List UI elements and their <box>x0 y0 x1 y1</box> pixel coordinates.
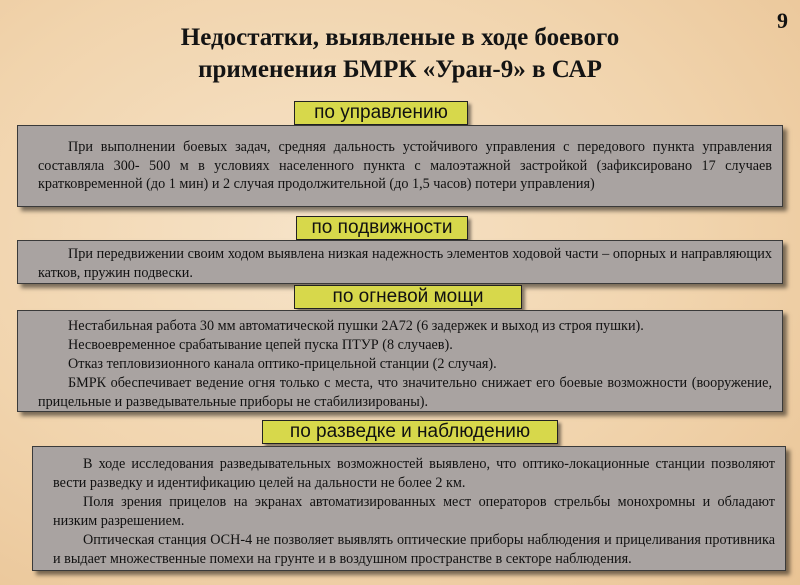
paragraph: При передвижении своим ходом выявлена низкая надежность элементов ходовой части – опорных и направляющих катков, пружин подвески. <box>38 246 772 281</box>
paragraph: Поля зрения прицелов на экранах автоматизированных мест операторов стрельбы монохромны и обладают низким разрешением. <box>53 494 775 529</box>
paragraph: Отказ тепловизионного канала оптико-прицельной станции (2 случая). <box>68 356 497 372</box>
paragraph: В ходе исследования разведывательных возможностей выявлено, что оптико-локационные станции позволяют вести разведку и идентификацию целей на дальности не более 2 км. <box>53 456 775 491</box>
title-line-2: применения БМРК «Уран-9» в САР <box>198 56 602 83</box>
section-panel-control <box>17 125 783 207</box>
paragraph: Несвоевременное срабатывание цепей пуска ПТУР (8 случаев). <box>68 337 453 353</box>
section-panel-firepower <box>17 310 783 412</box>
paragraph: БМРК обеспечивает ведение огня только с места, что значительно снижает его боевые возможности (вооружение, прицельные и разведывательные приборы не стабилизированы). <box>38 375 772 410</box>
section-panel-reconnaissance <box>32 446 786 571</box>
paragraph: Нестабильная работа 30 мм автоматической пушки 2А72 (6 задержек и выход из строя пушки). <box>68 318 644 334</box>
section-label-firepower: по огневой мощи <box>294 285 522 309</box>
paragraph: Оптическая станция ОСН-4 не позволяет выявлять оптические приборы наблюдения и прицеливания противника и выдает множественные помехи на грунте и в воздушном пространстве в секторе наблюдения. <box>53 532 775 567</box>
section-label-control: по управлению <box>294 101 468 125</box>
page-number: 9 <box>777 8 788 33</box>
section-panel-mobility <box>17 240 783 284</box>
paragraph: При выполнении боевых задач, средняя дальность устойчивого управления с передового пункта управления составляла 300- 500 м в условиях населенного пункта с малоэтажной застройкой (зафиксировано 17 случаев кратковременной (до 1 мин) и 2 случая продолжительной (до 1,5 часов) потери управления) <box>38 139 772 193</box>
section-label-mobility: по подвижности <box>296 216 468 240</box>
title-line-1: Недостатки, выявленые в ходе боевого <box>180 24 620 51</box>
section-label-reconnaissance: по разведке и наблюдению <box>262 420 558 444</box>
slide-title <box>0 22 800 86</box>
